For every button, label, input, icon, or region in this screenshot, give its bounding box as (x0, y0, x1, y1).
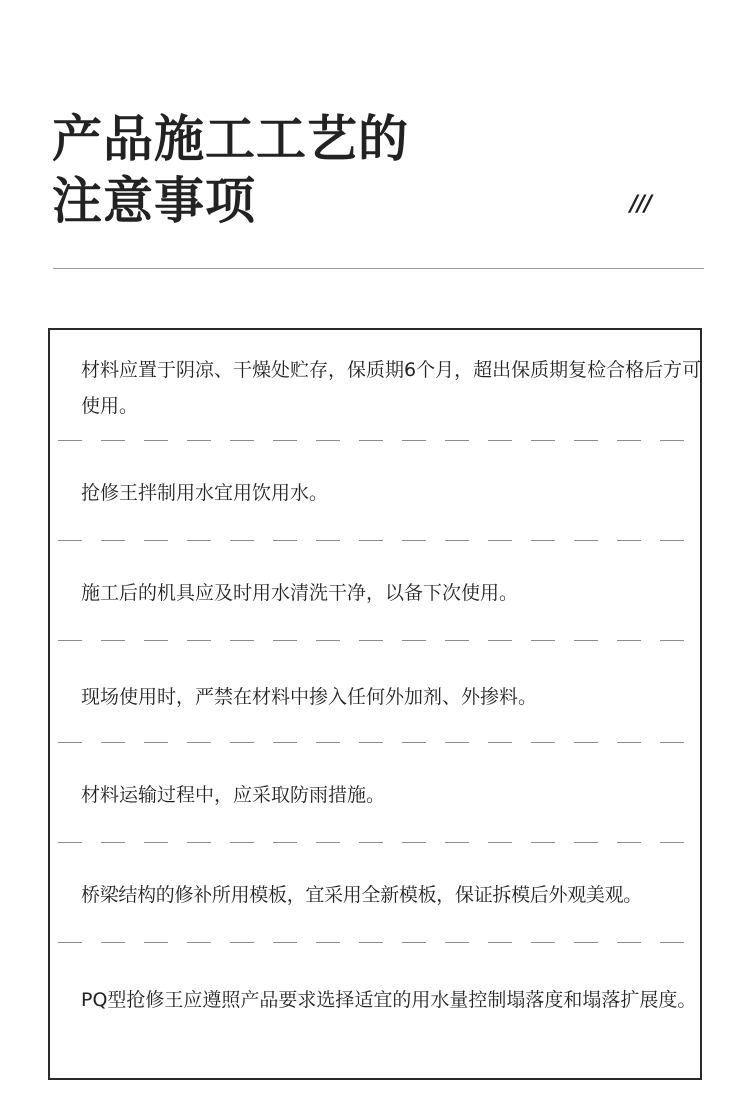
note-item-4: 现场使用时，严禁在材料中掺入任何外加剂、外掺料。 (81, 686, 538, 708)
slash-decoration: /// (630, 192, 652, 217)
note-item-7: PQ型抢修王应遵照产品要求选择适宜的用水量控制塌落度和塌落扩展度。 (81, 989, 697, 1011)
note-item-3: 施工后的机具应及时用水清洗干净，以备下次使用。 (81, 582, 519, 604)
note-item-1: 材料应置于阴凉、干燥处贮存，保质期6个月，超出保质期复检合格后方可使用。 (81, 359, 702, 417)
note-item-2: 抢修王拌制用水宜用饮用水。 (81, 482, 329, 504)
page-title (52, 108, 409, 232)
dashed-divider-4 (58, 742, 694, 743)
notes-box (48, 328, 702, 1080)
note-item-6: 桥梁结构的修补所用模板，宜采用全新模板，保证拆模后外观美观。 (81, 884, 643, 906)
header-divider (53, 268, 704, 269)
dashed-divider-2 (58, 540, 694, 541)
dashed-divider-1 (58, 440, 694, 441)
title-line-2: 注意事项 (52, 172, 256, 230)
dashed-divider-3 (58, 640, 694, 641)
note-item-5: 材料运输过程中，应采取防雨措施。 (81, 784, 386, 806)
title-line-1: 产品施工工艺的 (52, 110, 409, 168)
dashed-divider-5 (58, 842, 694, 843)
dashed-divider-6 (58, 942, 694, 943)
